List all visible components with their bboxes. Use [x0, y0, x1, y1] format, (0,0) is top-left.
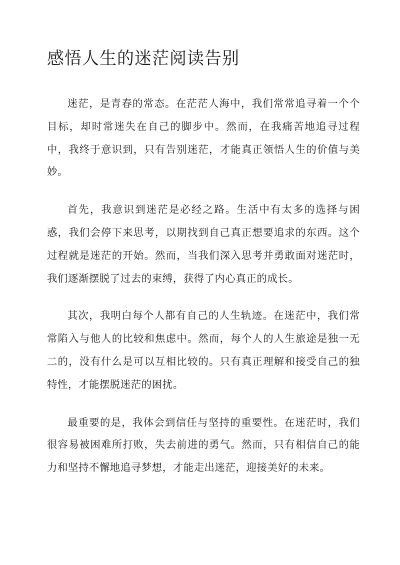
paragraph-4: 最重要的是，我体会到信任与坚持的重要性。在迷茫时，我们很容易被困难所打败，失去前进的勇气。然而，只有相信自己的能力和坚持不懈地追寻梦想，才能走出迷茫，迎接美好的未来。: [47, 417, 360, 475]
paragraph-2: 首先，我意识到迷茫是必经之路。生活中有太多的选择与困惑，我们会停下来思考，以期找到自己真正想要追求的东西。这个过程就是迷茫的开始。然而，当我们深入思考并勇敢面对迷茫时，我们逐渐摆脱了过去的束缚，获得了内心真正的成长。: [47, 205, 360, 285]
document-body: [47, 94, 360, 496]
paragraph-3: 其次，我明白每个人都有自己的人生轨迹。在迷茫中，我们常常陷入与他人的比较和焦虑中。然而，每个人的人生旅途是独一无二的，没有什么是可以互相比较的。只有真正理解和接受自己的独特性，才能摆脱迷茫的困扰。: [47, 311, 360, 391]
document-title: 感悟人生的迷茫阅读告别: [47, 49, 240, 69]
paragraph-1: 迷茫，是青春的常态。在茫茫人海中，我们常常追寻着一个个目标，却时常迷失在自己的脚步中。然而，在我痛苦地追寻过程中，我终于意识到，只有告别迷茫，才能真正领悟人生的价值与美妙。: [47, 99, 360, 179]
